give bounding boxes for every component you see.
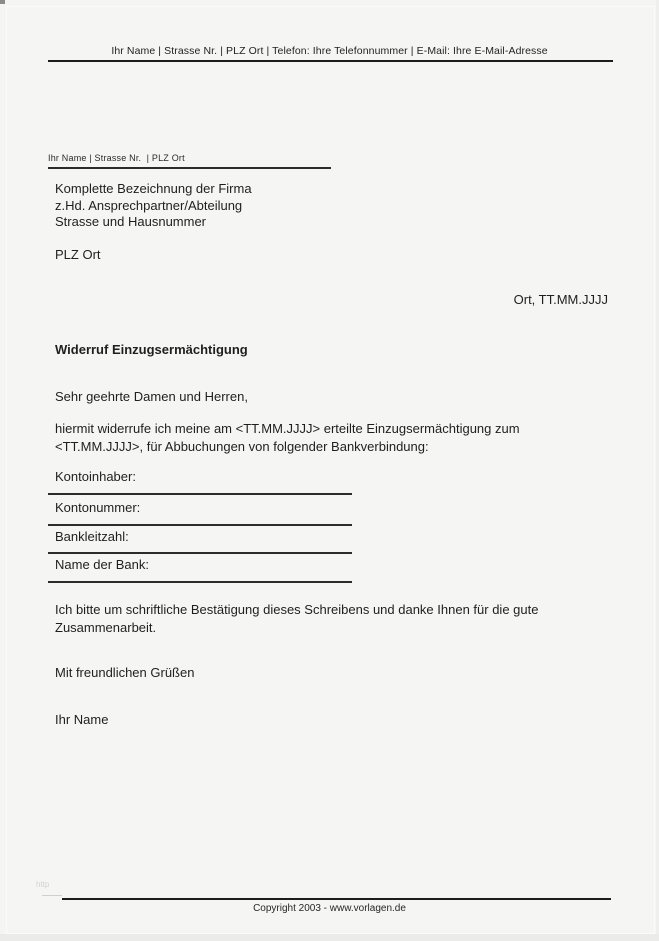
letterhead-contact-line: Ihr Name | Strasse Nr. | PLZ Ort | Telefon: Ihre Telefonnummer | E-Mail: Ihre E-Mail-Adresse <box>111 45 548 57</box>
letterhead-rule <box>48 60 613 62</box>
sender-return-address-rule <box>48 167 331 169</box>
closing-paragraph: Ich bitte um schriftliche Bestätigung dieses Schreibens und danke Ihnen für die gute Zusammenarbeit. <box>55 602 539 635</box>
page-edge-bottom <box>0 934 659 941</box>
recipient-contact: z.Hd. Ansprechpartner/Abteilung <box>55 197 243 213</box>
scan-artifact-dash <box>42 895 62 896</box>
date-line: Ort, TT.MM.JJJJ <box>513 292 608 307</box>
scan-artifact-corner <box>0 0 5 4</box>
field-label-bankleitzahl: Bankleitzahl: <box>55 529 129 544</box>
field-label-kontonummer: Kontonummer: <box>55 500 141 515</box>
body-paragraph: hiermit widerrufe ich meine am <TT.MM.JJJJ> erteilte Einzugsermächtigung zum <TT.MM.JJJJ>, für Abbuchungen von folgender Bankverbindung: <box>55 421 520 454</box>
regards-line: Mit freundlichen Grüßen <box>55 665 195 680</box>
field-line-name-der-bank <box>48 581 352 583</box>
copyright-line: Copyright 2003 - www.vorlagen.de <box>253 903 406 914</box>
recipient-street: Strasse und Hausnummer <box>55 214 207 229</box>
recipient-address-block <box>55 181 252 231</box>
subject-line: Widerruf Einzugsermächtigung <box>55 342 248 357</box>
salutation: Sehr geehrte Damen und Herren, <box>55 389 248 404</box>
recipient-city: PLZ Ort <box>55 247 101 262</box>
sender-return-address: Ihr Name | Strasse Nr. | PLZ Ort <box>48 153 185 163</box>
footer-rule <box>62 898 611 900</box>
field-label-name-der-bank: Name der Bank: <box>55 557 149 572</box>
field-label-kontoinhaber: Kontoinhaber: <box>55 469 136 484</box>
field-line-bankleitzahl <box>48 552 352 554</box>
field-line-kontonummer <box>48 524 352 526</box>
field-line-kontoinhaber <box>48 493 352 495</box>
scan-artifact-watermark: http <box>36 880 50 889</box>
signature-name: Ihr Name <box>55 712 109 727</box>
recipient-company: Komplette Bezeichnung der Firma <box>55 181 252 196</box>
